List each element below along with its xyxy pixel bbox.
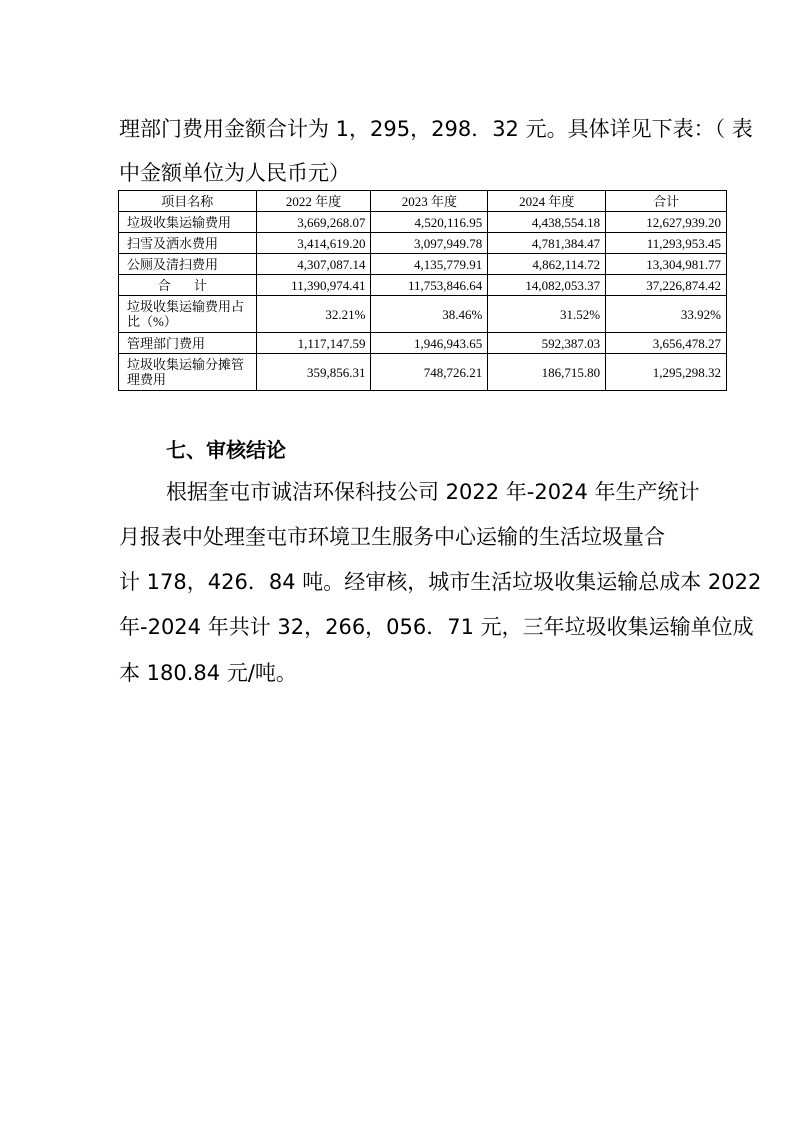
row-label: 垃圾收集运输费用 bbox=[119, 212, 257, 233]
table-cell: 4,781,384.47 bbox=[488, 233, 606, 254]
row-label: 扫雪及洒水费用 bbox=[119, 233, 257, 254]
conclusion-line-1: 根据奎屯市诚洁环保科技公司 2022 年-2024 年生产统计 bbox=[166, 480, 700, 504]
table-cell: 1,117,147.59 bbox=[256, 333, 371, 354]
table-row bbox=[119, 333, 727, 354]
table-header-cell: 项目名称 bbox=[119, 191, 257, 212]
row-label: 管理部门费用 bbox=[119, 333, 257, 354]
table-cell: 4,438,554.18 bbox=[488, 212, 606, 233]
table-cell: 3,414,619.20 bbox=[256, 233, 371, 254]
table-header-cell: 2024 年度 bbox=[488, 191, 606, 212]
table-cell: 1,946,943.65 bbox=[371, 333, 488, 354]
table-cell: 592,387.03 bbox=[488, 333, 606, 354]
table-cell: 33.92% bbox=[606, 296, 727, 333]
conclusion-line-5: 本 180.84 元/吨。 bbox=[119, 661, 297, 685]
row-label: 合 计 bbox=[119, 275, 257, 296]
table-cell: 4,862,114.72 bbox=[488, 254, 606, 275]
row-label: 公厕及清扫费用 bbox=[119, 254, 257, 275]
table-cell: 13,304,981.77 bbox=[606, 254, 727, 275]
row-label: 垃圾收集运输分摊管理费用 bbox=[119, 354, 257, 391]
row-label: 垃圾收集运输费用占比（%） bbox=[119, 296, 257, 333]
table-cell: 37,226,874.42 bbox=[606, 275, 727, 296]
intro-line-2: 中金额单位为人民币元） bbox=[119, 161, 350, 185]
intro-line-1: 理部门费用金额合计为 1，295，298．32 元。具体详见下表：（ 表 bbox=[119, 117, 753, 141]
table-cell: 11,753,846.64 bbox=[371, 275, 488, 296]
table-cell: 4,135,779.91 bbox=[371, 254, 488, 275]
table-cell: 11,390,974.41 bbox=[256, 275, 371, 296]
table-total-row bbox=[119, 275, 727, 296]
table-header-cell: 合计 bbox=[606, 191, 727, 212]
table-cell: 3,669,268.07 bbox=[256, 212, 371, 233]
table-row bbox=[119, 354, 727, 391]
table-cell: 32.21% bbox=[256, 296, 371, 333]
table-cell: 4,520,116.95 bbox=[371, 212, 488, 233]
conclusion-line-2: 月报表中处理奎屯市环境卫生服务中心运输的生活垃圾量合 bbox=[119, 525, 665, 549]
table-cell: 38.46% bbox=[371, 296, 488, 333]
conclusion-line-4: 年-2024 年共计 32，266，056．71 元，三年垃圾收集运输单位成 bbox=[119, 615, 754, 639]
table-header-cell: 2022 年度 bbox=[256, 191, 371, 212]
table-cell: 31.52% bbox=[488, 296, 606, 333]
table-cell: 3,656,478.27 bbox=[606, 333, 727, 354]
table-row bbox=[119, 254, 727, 275]
table-row bbox=[119, 296, 727, 333]
table-row bbox=[119, 212, 727, 233]
table-row bbox=[119, 233, 727, 254]
table-cell: 1,295,298.32 bbox=[606, 354, 727, 391]
conclusion-line-3: 计 178，426．84 吨。经审核，城市生活垃圾收集运输总成本 2022 bbox=[119, 570, 762, 594]
table-header-row bbox=[119, 191, 727, 212]
section-heading: 七、审核结论 bbox=[166, 438, 286, 462]
table-cell: 748,726.21 bbox=[371, 354, 488, 391]
table-cell: 12,627,939.20 bbox=[606, 212, 727, 233]
table-cell: 186,715.80 bbox=[488, 354, 606, 391]
table-header-cell: 2023 年度 bbox=[371, 191, 488, 212]
table-cell: 14,082,053.37 bbox=[488, 275, 606, 296]
table-cell: 3,097,949.78 bbox=[371, 233, 488, 254]
table-cell: 4,307,087.14 bbox=[256, 254, 371, 275]
table-cell: 11,293,953.45 bbox=[606, 233, 727, 254]
cost-table bbox=[118, 190, 727, 391]
table-cell: 359,856.31 bbox=[256, 354, 371, 391]
